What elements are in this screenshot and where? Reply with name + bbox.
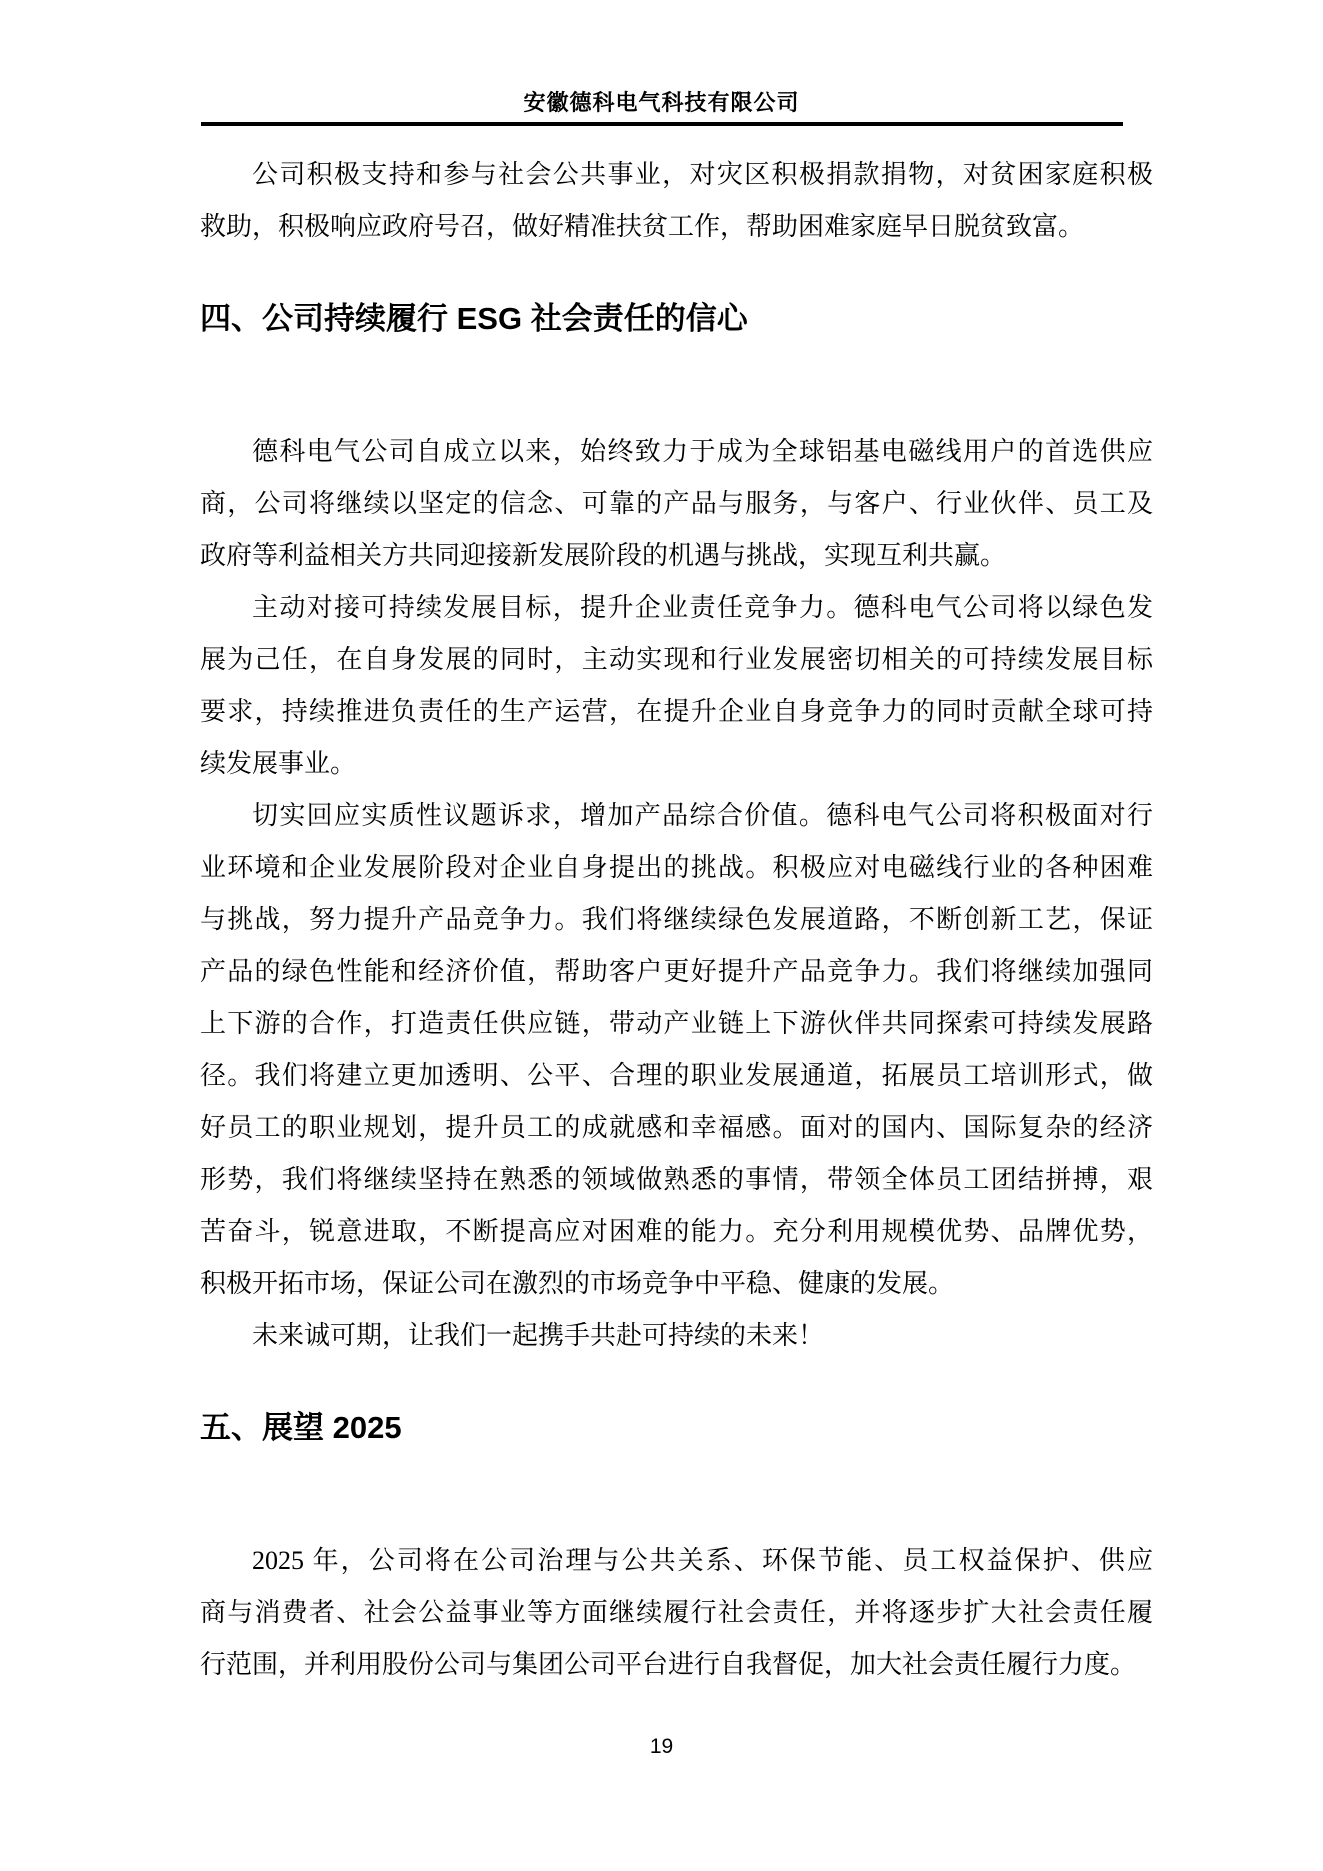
body-line: 积极开拓市场，保证公司在激烈的市场竞争中平稳、健康的发展。 bbox=[200, 1269, 955, 1298]
body-line: 政府等利益相关方共同迎接新发展阶段的机遇与挑战，实现互利共赢。 bbox=[200, 541, 1007, 570]
body-line: 商，公司将继续以坚定的信念、可靠的产品与服务，与客户、行业伙伴、员工及 bbox=[200, 489, 1153, 518]
section-heading-4: 四、公司持续履行 ESG 社会责任的信心 bbox=[200, 301, 748, 336]
body-line: 公司积极支持和参与社会公共事业，对灾区积极捐款捐物，对贫困家庭积极 bbox=[252, 160, 1153, 189]
body-line: 展为己任，在自身发展的同时，主动实现和行业发展密切相关的可持续发展目标 bbox=[200, 645, 1153, 674]
section-heading-5: 五、展望 2025 bbox=[200, 1410, 402, 1445]
body-line: 行范围，并利用股份公司与集团公司平台进行自我督促，加大社会责任履行力度。 bbox=[200, 1650, 1137, 1679]
body-line: 商与消费者、社会公益事业等方面继续履行社会责任，并将逐步扩大社会责任履 bbox=[200, 1598, 1153, 1627]
paragraph bbox=[200, 1310, 1153, 1362]
body-line: 未来诚可期，让我们一起携手共赴可持续的未来！ bbox=[252, 1321, 825, 1350]
body-line: 径。我们将建立更加透明、公平、合理的职业发展通道，拓展员工培训形式，做 bbox=[200, 1061, 1153, 1090]
body-line: 苦奋斗，锐意进取，不断提高应对困难的能力。充分利用规模优势、品牌优势， bbox=[200, 1217, 1153, 1246]
body-line: 德科电气公司自成立以来，始终致力于成为全球铝基电磁线用户的首选供应 bbox=[252, 437, 1153, 466]
page-number: 19 bbox=[649, 1735, 674, 1758]
body-line: 切实回应实质性议题诉求，增加产品综合价值。德科电气公司将积极面对行 bbox=[252, 801, 1153, 830]
body-line: 上下游的合作，打造责任供应链，带动产业链上下游伙伴共同探索可持续发展路 bbox=[200, 1009, 1153, 1038]
document-body bbox=[200, 149, 1153, 1691]
body-line: 好员工的职业规划，提升员工的成就感和幸福感。面对的国内、国际复杂的经济 bbox=[200, 1113, 1153, 1142]
paragraph bbox=[200, 582, 1153, 790]
body-line: 形势，我们将继续坚持在熟悉的领域做熟悉的事情，带领全体员工团结拼搏，艰 bbox=[200, 1165, 1153, 1194]
paragraph bbox=[200, 1535, 1153, 1691]
body-line: 救助，积极响应政府号召，做好精准扶贫工作，帮助困难家庭早日脱贫致富。 bbox=[200, 212, 1085, 241]
paragraph bbox=[200, 790, 1153, 1310]
page-header-company-name: 安徽德科电气科技有限公司 bbox=[523, 90, 800, 115]
body-line: 要求，持续推进负责任的生产运营，在提升企业自身竞争力的同时贡献全球可持 bbox=[200, 697, 1153, 726]
paragraph bbox=[200, 426, 1153, 582]
paragraph bbox=[200, 149, 1153, 253]
body-line: 业环境和企业发展阶段对企业自身提出的挑战。积极应对电磁线行业的各种困难 bbox=[200, 853, 1153, 882]
body-line: 2025 年，公司将在公司治理与公共关系、环保节能、员工权益保护、供应 bbox=[252, 1546, 1153, 1575]
body-line: 主动对接可持续发展目标，提升企业责任竞争力。德科电气公司将以绿色发 bbox=[252, 593, 1153, 622]
body-line: 与挑战，努力提升产品竞争力。我们将继续绿色发展道路，不断创新工艺，保证 bbox=[200, 905, 1153, 934]
body-line: 续发展事业。 bbox=[200, 749, 357, 778]
header-rule bbox=[201, 122, 1123, 126]
body-line: 产品的绿色性能和经济价值，帮助客户更好提升产品竞争力。我们将继续加强同 bbox=[200, 957, 1153, 986]
